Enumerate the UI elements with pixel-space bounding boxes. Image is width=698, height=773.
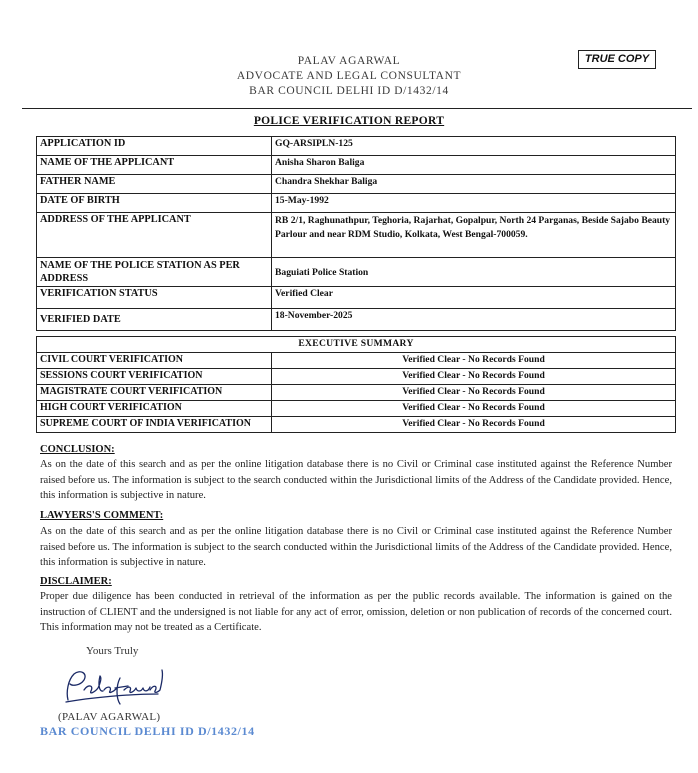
conclusion-text: As on the date of this search and as per the online litigation database there is no Civil or Criminal case instituted against the Reference Number raised before us. The information is subject to the search conducted within the Jurisdictional limits of the Address of the Candidate provided. Hence, this information is subjective in nature. [40, 459, 672, 501]
disclaimer-text: Proper due diligence has been conducted in retrieval of the information as per the public records available. The information is gained on the instruction of CLIENT and the undersigned is not liable for any act of error, omission, deletion or non publication of records of the concerned court. This information may not be treated as a Certificate. [40, 591, 672, 633]
table-row [37, 353, 676, 369]
table-row [37, 385, 676, 401]
detail-value: 18-November-2025 [272, 309, 676, 331]
report-title: POLICE VERIFICATION REPORT [253, 115, 445, 127]
table-row [37, 175, 676, 194]
signatory-bar-council-id: BAR COUNCIL DELHI ID D/1432/14 [40, 724, 255, 738]
table-row [37, 287, 676, 309]
detail-label: APPLICATION ID [37, 137, 272, 156]
court-status: Verified Clear - No Records Found [272, 369, 676, 385]
detail-label: DATE OF BIRTH [37, 194, 272, 213]
lawyers-comment-text: As on the date of this search and as per the online litigation database there is no Civil or Criminal case instituted against the Reference Number raised before us. The information is subject to the search conducted within the Jurisdictional limits of the Address of the Candidate provided. Hence, this information is subjective in nature. [40, 526, 672, 568]
conclusion-heading: CONCLUSION: [40, 444, 115, 455]
detail-value: Baguiati Police Station [272, 258, 676, 287]
header-divider [22, 108, 692, 109]
detail-label: NAME OF THE POLICE STATION AS PER ADDRESS [37, 258, 272, 287]
detail-value: Verified Clear [272, 287, 676, 309]
court-status: Verified Clear - No Records Found [272, 417, 676, 433]
advocate-name: PALAV AGARWAL [297, 55, 401, 67]
court-label: MAGISTRATE COURT VERIFICATION [37, 385, 272, 401]
detail-value: Anisha Sharon Baliga [272, 156, 676, 175]
detail-label: NAME OF THE APPLICANT [37, 156, 272, 175]
table-row [37, 194, 676, 213]
closing-salutation: Yours Truly [86, 645, 139, 657]
court-label: CIVIL COURT VERIFICATION [37, 353, 272, 369]
court-label: SESSIONS COURT VERIFICATION [37, 369, 272, 385]
applicant-details-table [36, 136, 676, 331]
table-row [37, 309, 676, 331]
detail-value: RB 2/1, Raghunathpur, Teghoria, Rajarhat, Gopalpur, North 24 Parganas, Beside Sajabo Beauty Parlour and near RDM Studio, Kolkata, West Bengal-700059. [272, 213, 676, 258]
court-label: HIGH COURT VERIFICATION [37, 401, 272, 417]
executive-summary-title: EXECUTIVE SUMMARY [37, 337, 676, 353]
detail-label: VERIFICATION STATUS [37, 287, 272, 309]
detail-label: VERIFIED DATE [37, 309, 272, 331]
advocate-designation: ADVOCATE AND LEGAL CONSULTANT [236, 70, 462, 82]
detail-value: GQ-ARSIPLN-125 [272, 137, 676, 156]
signatory-name: (PALAV AGARWAL) [58, 711, 161, 723]
court-label: SUPREME COURT OF INDIA VERIFICATION [37, 417, 272, 433]
detail-label: FATHER NAME [37, 175, 272, 194]
table-row [37, 417, 676, 433]
executive-summary-table [36, 336, 676, 433]
bar-council-id: BAR COUNCIL DELHI ID D/1432/14 [249, 85, 449, 97]
disclaimer-heading: DISCLAIMER: [40, 576, 112, 587]
true-copy-stamp: TRUE COPY [578, 50, 656, 69]
court-status: Verified Clear - No Records Found [272, 401, 676, 417]
court-status: Verified Clear - No Records Found [272, 353, 676, 369]
detail-label: ADDRESS OF THE APPLICANT [37, 213, 272, 258]
table-row [37, 369, 676, 385]
table-row [37, 258, 676, 287]
table-row [37, 401, 676, 417]
table-row [37, 213, 676, 258]
lawyers-comment-heading: LAWYERS'S COMMENT: [40, 510, 164, 521]
court-status: Verified Clear - No Records Found [272, 385, 676, 401]
table-row [37, 337, 676, 353]
detail-value: 15-May-1992 [272, 194, 676, 213]
handwritten-signature [58, 664, 168, 708]
table-row [37, 156, 676, 175]
table-row [37, 137, 676, 156]
detail-value: Chandra Shekhar Baliga [272, 175, 676, 194]
